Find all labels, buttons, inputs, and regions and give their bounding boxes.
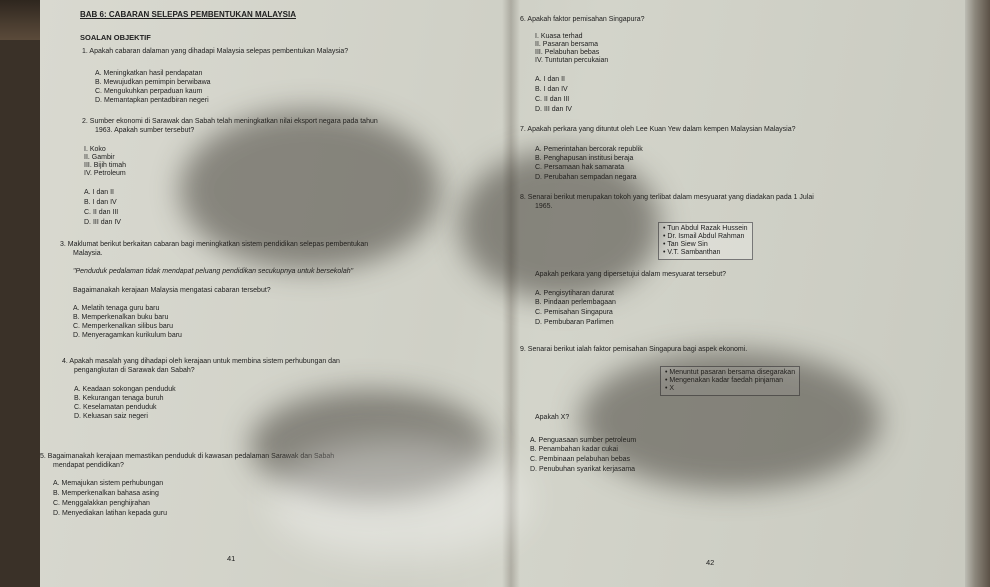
q4-option-d: D. Keluasan saiz negeri xyxy=(74,413,148,420)
q7-option-c: C. Persamaan hak samarata xyxy=(535,164,625,171)
q3-option-d: D. Menyeragamkan kurikulum baru xyxy=(73,332,182,339)
q8-option-c: C. Pemisahan Singapura xyxy=(535,309,613,316)
q5-option-a: A. Memajukan sistem perhubungan xyxy=(53,480,164,487)
q2-stem-line2: 1963. Apakah sumber tersebut? xyxy=(95,127,195,134)
q5-stem-line1: 5. Bagaimanakah kerajaan memastikan penduduk di kawasan pedalaman Sarawak dan Sabah xyxy=(40,453,335,460)
q9-option-b: B. Penambahan kadar cukai xyxy=(530,446,618,453)
q2-item-4: IV. Petroleum xyxy=(84,170,126,177)
q9-option-d: D. Penubuhan syarikat kerjasama xyxy=(530,466,636,473)
q2-option-a: A. I dan II xyxy=(84,189,114,196)
q8-box-item-2: • Dr. Ismail Abdul Rahman xyxy=(663,233,745,241)
q7-option-a: A. Pemerintahan bercorak republik xyxy=(535,146,643,153)
q5-option-c: C. Menggalakkan penghijrahan xyxy=(53,500,150,507)
q9-box-item-1: • Menuntut pasaran bersama disegarakan xyxy=(665,369,796,376)
q3-quote: "Penduduk pedalaman tidak mendapat peluang pendidikan secukupnya untuk bersekolah" xyxy=(73,268,354,275)
q2-stem-line1: 2. Sumber ekonomi di Sarawak dan Sabah telah meningkatkan nilai eksport negara pada tahun xyxy=(82,118,378,125)
q6-item-3: III. Pelabuhan bebas xyxy=(535,49,600,56)
q4-stem-line1: 4. Apakah masalah yang dihadapi oleh kerajaan untuk membina sistem perhubungan dan xyxy=(62,358,340,365)
page-number-right: 42 xyxy=(706,558,715,567)
q1-option-b: B. Mewujudkan pemimpin berwibawa xyxy=(95,79,211,86)
book-edge xyxy=(965,0,990,587)
q8-option-d: D. Pembubaran Parlimen xyxy=(535,319,614,326)
q3-option-a: A. Melatih tenaga guru baru xyxy=(73,305,160,312)
q9-factor-list-box xyxy=(660,366,800,396)
q4-stem-line2: pengangkutan di Sarawak dan Sabah? xyxy=(74,367,195,374)
q5-option-d: D. Menyediakan latihan kepada guru xyxy=(53,510,168,517)
q6-option-d: D. III dan IV xyxy=(535,106,572,113)
q9-box-item-2: • Mengenakan kadar faedah pinjaman xyxy=(665,377,784,385)
q8-box-item-1: • Tun Abdul Razak Hussein xyxy=(663,225,748,232)
left-page xyxy=(40,0,510,587)
q3-stem-line2: Malaysia. xyxy=(73,250,103,257)
q8-option-a: A. Pengisytiharan darurat xyxy=(535,290,614,297)
q5-stem-line2: mendapat pendidikan? xyxy=(53,462,124,469)
q3-option-b: B. Memperkenalkan buku baru xyxy=(73,314,169,321)
q6-option-b: B. I dan IV xyxy=(535,86,568,93)
q9-box-item-3: • X xyxy=(665,385,675,393)
q4-option-a: A. Keadaan sokongan penduduk xyxy=(74,386,176,393)
right-page xyxy=(510,0,965,587)
q9-option-c: C. Pembinaan pelabuhan bebas xyxy=(530,456,631,463)
q8-stem-line1: 8. Senarai berikut merupakan tokoh yang terlibat dalam mesyuarat yang diadakan pada 1 Julai xyxy=(520,194,814,201)
q8-stem-line2: 1965. xyxy=(535,203,553,210)
q9-stem: 9. Senarai berikut ialah faktor pemisahan Singapura bagi aspek ekonomi. xyxy=(520,346,748,353)
q8-box-item-3: • Tan Siew Sin xyxy=(663,241,708,249)
q1-option-a: A. Meningkatkan hasil pendapatan xyxy=(95,70,203,77)
q6-stem: 6. Apakah faktor pemisahan Singapura? xyxy=(520,16,645,23)
q3-option-c: C. Memperkenalkan silibus baru xyxy=(73,323,173,330)
q7-option-b: B. Penghapusan institusi beraja xyxy=(535,155,634,162)
q6-option-c: C. II dan III xyxy=(535,96,570,103)
q4-option-c: C. Keselamatan penduduk xyxy=(74,404,157,411)
textbook-spread xyxy=(40,0,965,587)
section-title: SOALAN OBJEKTIF xyxy=(80,33,151,42)
q1-option-c: C. Mengukuhkan perpaduan kaum xyxy=(95,88,203,95)
q6-item-1: I. Kuasa terhad xyxy=(535,33,583,40)
q9-question: Apakah X? xyxy=(535,414,570,421)
q6-item-2: II. Pasaran bersama xyxy=(535,41,599,48)
q2-option-b: B. I dan IV xyxy=(84,199,117,206)
q2-item-2: II. Gambir xyxy=(84,154,115,161)
q9-option-a: A. Penguasaan sumber petroleum xyxy=(530,437,637,444)
q5-option-b: B. Memperkenalkan bahasa asing xyxy=(53,490,159,497)
page-number-left: 41 xyxy=(227,554,236,563)
q6-item-4: IV. Tuntutan percukaian xyxy=(535,57,609,64)
chapter-header: BAB 6: CABARAN SELEPAS PEMBENTUKAN MALAYSIA xyxy=(80,10,297,19)
q8-box-item-4: • V.T. Sambanthan xyxy=(663,249,721,257)
q8-question: Apakah perkara yang dipersetujui dalam mesyuarat tersebut? xyxy=(535,271,727,278)
q2-option-c: C. II dan III xyxy=(84,209,119,216)
q2-item-3: III. Bijih timah xyxy=(84,162,127,169)
q1-stem: 1. Apakah cabaran dalaman yang dihadapi Malaysia selepas pembentukan Malaysia? xyxy=(82,48,349,55)
q1-option-d: D. Memantapkan pentadbiran negeri xyxy=(95,97,209,104)
q2-item-1: I. Koko xyxy=(84,146,106,153)
q3-stem-line1: 3. Maklumat berikut berkaitan cabaran bagi meningkatkan sistem pendidikan selepas pembentukan xyxy=(60,241,369,248)
q4-option-b: B. Kekurangan tenaga buruh xyxy=(74,395,164,402)
q8-option-b: B. Pindaan perlembagaan xyxy=(535,299,616,306)
q3-question: Bagaimanakah kerajaan Malaysia mengatasi cabaran tersebut? xyxy=(73,287,271,294)
q7-option-d: D. Perubahan sempadan negara xyxy=(535,174,637,181)
q6-option-a: A. I dan II xyxy=(535,76,565,83)
q7-stem: 7. Apakah perkara yang dituntut oleh Lee Kuan Yew dalam kempen Malaysian Malaysia? xyxy=(520,126,796,133)
q2-option-d: D. III dan IV xyxy=(84,219,121,226)
q8-minister-list-box xyxy=(658,222,753,260)
